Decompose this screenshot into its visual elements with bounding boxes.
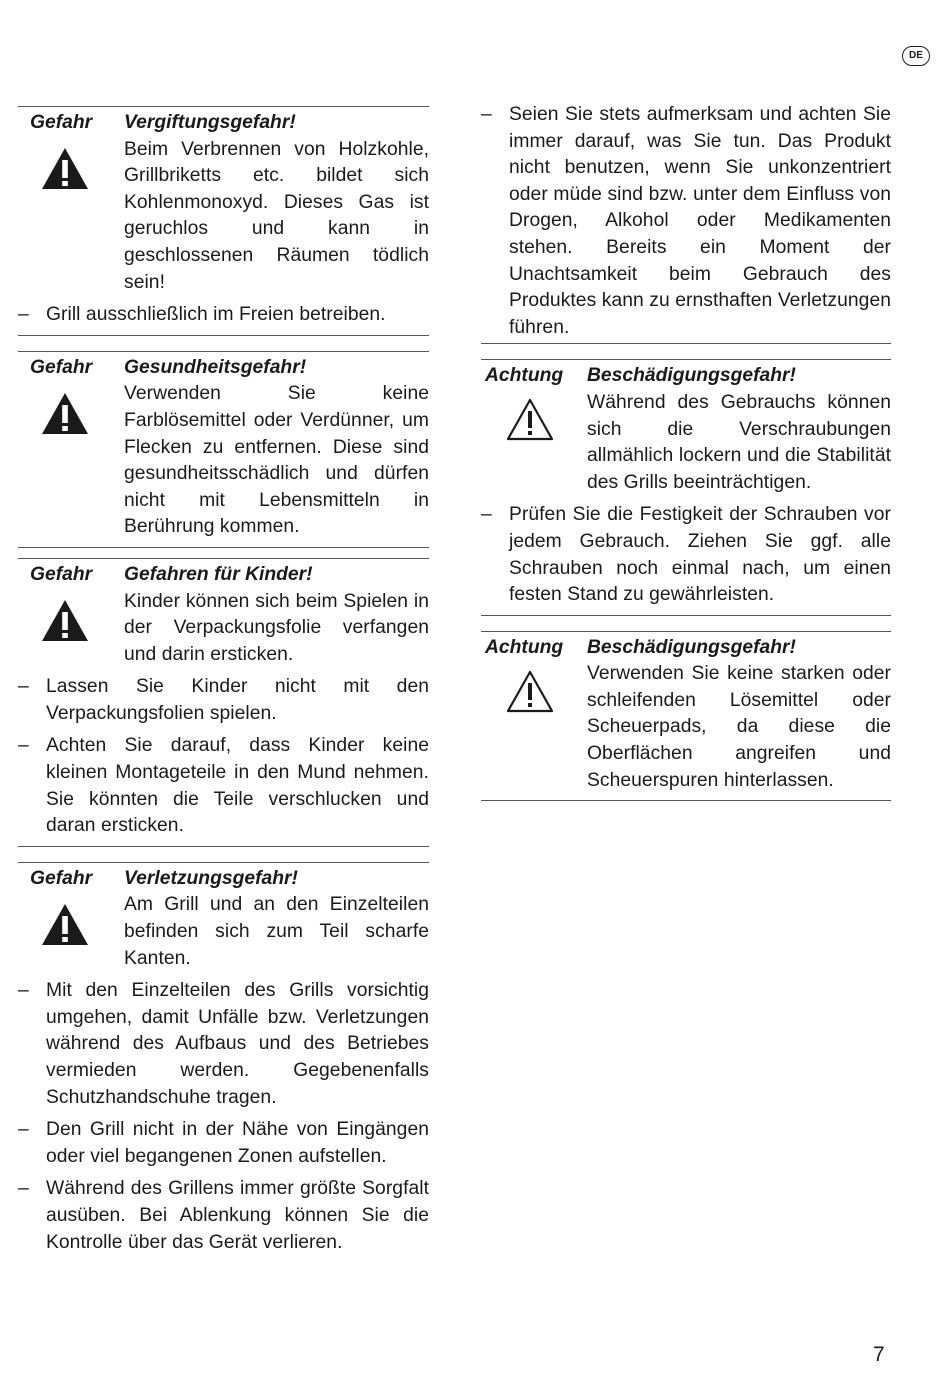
caution-triangle-icon <box>505 396 555 442</box>
warning-label: Achtung <box>485 636 564 658</box>
warning-text: Beim Verbrennen von Holzkohle, Grillbriketts etc. bildet sich Kohlenmonoxyd. Dieses Gas ist geruchlos und kann in geschlossenen Räumen tödlich sein! <box>124 138 429 293</box>
separator <box>18 548 429 559</box>
list-item: – Lassen Sie Kinder nicht mit den Verpackungsfolien spielen. <box>18 674 429 727</box>
warning-block-injury <box>18 863 429 1262</box>
warning-text: Kinder können sich beim Spielen in der Verpackungsfolie verfangen und darin ersticken. <box>124 590 429 665</box>
warning-header <box>18 355 429 382</box>
warning-title: Gefahren für Kinder! <box>124 563 313 585</box>
caution-triangle-icon <box>505 668 555 714</box>
right-column <box>481 102 891 801</box>
list-item: – Prüfen Sie die Festigkeit der Schrauben vor jedem Gebrauch. Ziehen Sie ggf. alle Schrauben noch einmal nach, um einen festen Stand zu gewährleisten. <box>481 502 891 608</box>
language-badge: DE <box>902 46 930 66</box>
warning-title: Vergiftungsgefahr! <box>124 112 296 133</box>
warning-label: Gefahr <box>30 356 93 378</box>
list-item-text: Prüfen Sie die Festigkeit der Schrauben vor jedem Gebrauch. Ziehen Sie ggf. alle Schrauben noch einmal nach, um einen festen Stand zu gewährleisten. <box>509 504 891 606</box>
warning-text: Während des Gebrauchs können sich die Verschraubungen allmählich lockern und die Stabilität des Grills beeinträchtigen. <box>587 391 891 493</box>
warning-text: Verwenden Sie keine starken oder schleifenden Lösemittel oder Scheuerpads, da diese die Oberflächen angreifen und Scheuerspuren hinterlassen. <box>587 663 891 791</box>
warning-label: Gefahr <box>30 112 93 133</box>
warning-header <box>481 363 891 390</box>
warning-block-poisoning <box>18 106 429 336</box>
warning-label: Gefahr <box>30 563 93 585</box>
list-item: – Während des Grillens immer größte Sorgfalt ausüben. Bei Ablenkung können Sie die Kontrolle über das Gerät verlieren. <box>18 1176 429 1256</box>
warning-header <box>18 866 429 893</box>
separator <box>481 344 891 360</box>
separator <box>18 336 429 352</box>
warning-block-damage-screws <box>481 360 891 615</box>
danger-triangle-icon <box>40 901 90 947</box>
list-item: – Achten Sie darauf, dass Kinder keine kleinen Montageteile in den Mund nehmen. Sie könnten die Teile verschlucken und daran ersticken. <box>18 733 429 839</box>
list-item-text: Während des Grillens immer größte Sorgfalt ausüben. Bei Ablenkung können Sie die Kontrolle über das Gerät verlieren. <box>46 1178 429 1253</box>
warning-header <box>481 635 891 662</box>
warning-title: Verletzungsgefahr! <box>124 867 298 889</box>
list-item-text: Lassen Sie Kinder nicht mit den Verpackungsfolien spielen. <box>46 676 429 724</box>
warning-block-health <box>18 352 429 548</box>
separator <box>481 616 891 632</box>
warning-title: Gesundheitsgefahr! <box>124 356 307 378</box>
danger-triangle-icon <box>40 390 90 436</box>
warning-title: Beschädigungsgefahr! <box>587 636 796 658</box>
warning-text: Verwenden Sie keine Farblösemittel oder Verdünner, um Flecken zu entfernen. Diese sind gesundheitsschädlich und dürfen nicht mit Lebensmitteln in Berührung kommen. <box>124 383 429 538</box>
warning-block-children <box>18 559 429 847</box>
warning-label: Gefahr <box>30 867 93 889</box>
separator <box>18 847 429 863</box>
warning-header <box>18 110 429 137</box>
list-item: – Seien Sie stets aufmerksam und achten Sie immer darauf, was Sie tun. Das Produkt nicht benutzen, wenn Sie unkonzentriert oder müde sind bzw. unter dem Einfluss von Drogen, Alkohol oder Medikamenten stehen. Bereits ein Moment der Unachtsamkeit beim Gebrauch des Produktes kann zu ernsthaften Verletzungen führen. <box>481 102 891 344</box>
page-number: 7 <box>873 1343 885 1366</box>
warning-text: Am Grill und an den Einzelteilen befinden sich zum Teil scharfe Kanten. <box>124 894 429 969</box>
list-item: – Den Grill nicht in der Nähe von Eingängen oder viel begangenen Zonen aufstellen. <box>18 1117 429 1170</box>
list-item-text: Den Grill nicht in der Nähe von Eingängen oder viel begangenen Zonen aufstellen. <box>46 1119 429 1167</box>
list-item-text: Grill ausschließlich im Freien betreiben. <box>46 304 386 326</box>
warning-label: Achtung <box>485 365 564 387</box>
list-item: – Mit den Einzelteilen des Grills vorsichtig umgehen, damit Unfälle bzw. Verletzungen während des Aufbaus und des Betriebes vermieden werden. Gegebenenfalls Schutzhandschuhe tragen. <box>18 978 429 1111</box>
danger-triangle-icon <box>40 145 90 191</box>
warning-header <box>18 562 429 589</box>
left-column <box>18 106 429 1262</box>
warning-block-damage-solvents <box>481 632 891 802</box>
list-item-text: Achten Sie darauf, dass Kinder keine kleinen Montageteile in den Mund nehmen. Sie könnten die Teile verschlucken und daran ersticken. <box>46 735 429 837</box>
danger-triangle-icon <box>40 597 90 643</box>
list-item: – Grill ausschließlich im Freien betreiben. <box>18 302 429 329</box>
list-item-text: Seien Sie stets aufmerksam und achten Sie immer darauf, was Sie tun. Das Produkt nicht benutzen, wenn Sie unkonzentriert oder müde sind bzw. unter dem Einfluss von Drogen, Alkohol oder Medikamenten stehen. Bereits ein Moment der Unachtsamkeit beim Gebrauch des Produktes kann zu ernsthaften Verletzungen führen. <box>509 104 891 338</box>
list-item-text: Mit den Einzelteilen des Grills vorsichtig umgehen, damit Unfälle bzw. Verletzungen während des Aufbaus und des Betriebes vermieden werden. Gegebenenfalls Schutzhandschuhe tragen. <box>46 980 429 1108</box>
warning-title: Beschädigungsgefahr! <box>587 365 796 387</box>
